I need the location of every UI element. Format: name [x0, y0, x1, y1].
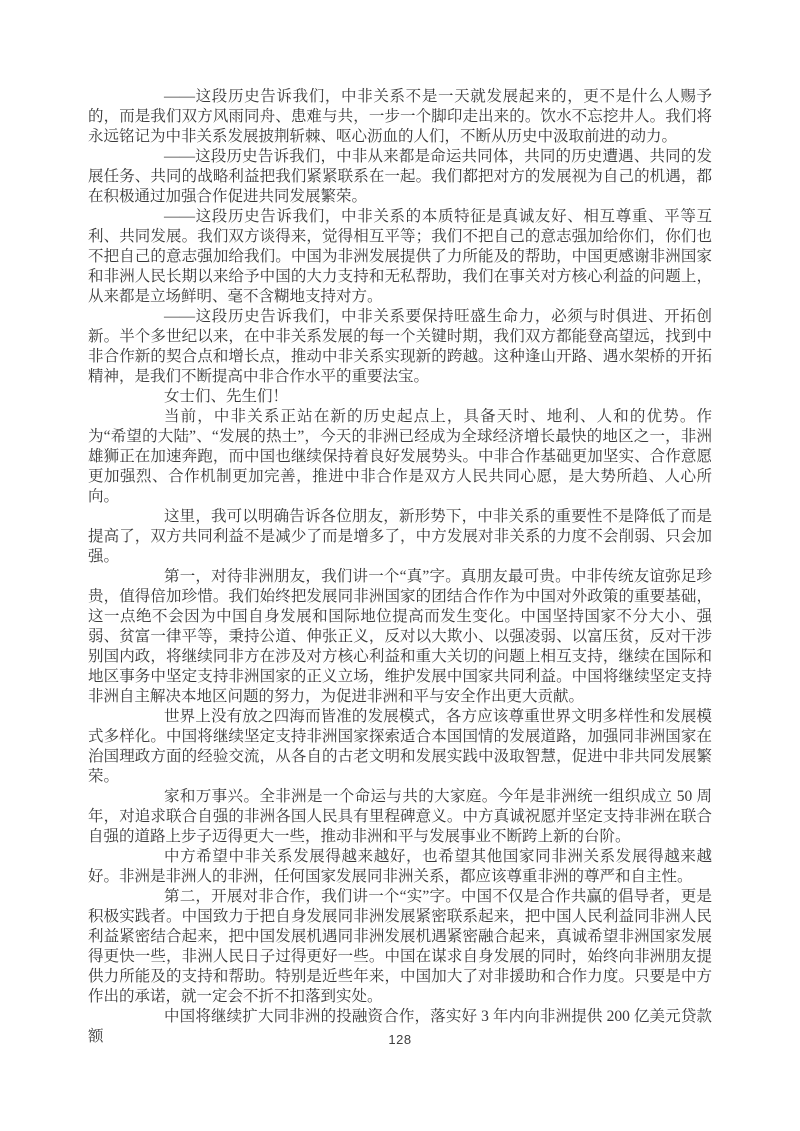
paragraph: ——这段历史告诉我们，中非关系不是一天就发展起来的，更不是什么人赐予的，而是我们双方风雨同舟、患难与共，一步一个脚印走出来的。饮水不忘挖井人。我们将永远铭记为中非关系发展披荆斩棘、呕心沥血的人们，不断从历史中汲取前进的动力。 [88, 88, 712, 145]
paragraph: 第二，开展对非合作，我们讲一个“实”字。中国不仅是合作共赢的倡导者，更是积极实践者。中国致力于把自身发展同非洲发展紧密联系起来，把中国人民利益同非洲人民利益紧密结合起来，把中国发展机遇同非洲发展机遇紧密融合起来，真诚希望非洲国家发展得更快一些，非洲人民日子过得更好一些。中国在谋求自身发展的同时，始终向非洲朋友提供力所能及的支持和帮助。特别是近些年来，中国加大了对非援助和合作力度。只要是中方作出的承诺，就一定会不折不扣落到实处。 [88, 888, 712, 1005]
paragraph: 第一，对待非洲朋友，我们讲一个“真”字。真朋友最可贵。中非传统友谊弥足珍贵，值得倍加珍惜。我们始终把发展同非洲国家的团结合作作为中国对外政策的重要基础，这一点绝不会因为中国自身发展和国际地位提高而发生变化。中国坚持国家不分大小、强弱、贫富一律平等，秉持公道、伸张正义，反对以大欺小、以强凌弱、以富压贫，反对干涉别国内政，将继续同非方在涉及对方核心利益和重大关切的问题上相互支持，继续在国际和地区事务中坚定支持非洲国家的正义立场，维护发展中国家共同利益。中国将继续坚定支持非洲自主解决本地区问题的努力，为促进非洲和平与安全作出更大贡献。 [88, 568, 712, 705]
page-text [88, 87, 712, 1047]
paragraph: ——这段历史告诉我们，中非关系的本质特征是真诚友好、相互尊重、平等互利、共同发展。我们双方谈得来，觉得相互平等；我们不把自己的意志强加给你们，你们也不把自己的意志强加给我们。中国为非洲发展提供了力所能及的帮助，中国更感谢非洲国家和非洲人民长期以来给予中国的大力支持和无私帮助，我们在事关对方核心利益的问题上，从来都是立场鲜明、毫不含糊地支持对方。 [88, 208, 712, 305]
salutation-line: 女士们、先生们！ [164, 388, 289, 405]
page-footer [0, 1031, 800, 1049]
paragraph: ——这段历史告诉我们，中非从来都是命运共同体，共同的历史遭遇、共同的发展任务、共同的战略利益把我们紧紧联系在一起。我们都把对方的发展视为自己的机遇，都在积极通过加强合作促进共同发展繁荣。 [88, 148, 712, 205]
paragraph: 当前，中非关系正站在新的历史起点上，具备天时、地利、人和的优势。作为“希望的大陆”、“发展的热土”，今天的非洲已经成为全球经济增长最快的地区之一，非洲雄狮正在加速奔跑，而中国也继续保持着良好发展势头。中非合作基础更加坚实、合作意愿更加强烈、合作机制更加完善，推进中非合作是双方人民共同心愿，是大势所趋、人心所向。 [88, 408, 712, 505]
page-number: 128 [388, 1032, 412, 1047]
paragraph: 家和万事兴。全非洲是一个命运与共的大家庭。今年是非洲统一组织成立 50 周年，对追求联合自强的非洲各国人民具有里程碑意义。中方真诚祝愿并坚定支持非洲在联合自强的道路上步子迈得更大一些，推动非洲和平与发展事业不断跨上新的台阶。 [88, 788, 712, 845]
paragraph: 中国将继续扩大同非洲的投融资合作，落实好 3 年内向非洲提供 200 亿美元贷款额 [88, 1008, 712, 1045]
paragraph: 世界上没有放之四海而皆准的发展模式，各方应该尊重世界文明多样性和发展模式多样化。中国将继续坚定支持非洲国家探索适合本国国情的发展道路，加强同非洲国家在治国理政方面的经验交流，从各自的古老文明和发展实践中汲取智慧，促进中非共同发展繁荣。 [88, 708, 712, 785]
paragraph: 中方希望中非关系发展得越来越好，也希望其他国家同非洲关系发展得越来越好。非洲是非洲人的非洲，任何国家发展同非洲关系，都应该尊重非洲的尊严和自主性。 [88, 848, 712, 885]
paragraph: ——这段历史告诉我们，中非关系要保持旺盛生命力，必须与时俱进、开拓创新。半个多世纪以来，在中非关系发展的每一个关键时期，我们双方都能登高望远，找到中非合作新的契合点和增长点，推动中非关系实现新的跨越。这种逢山开路、遇水架桥的开拓精神，是我们不断提高中非合作水平的重要法宝。 [88, 308, 712, 385]
paragraph: 这里，我可以明确告诉各位朋友，新形势下，中非关系的重要性不是降低了而是提高了，双方共同利益不是减少了而是增多了，中方发展对非关系的力度不会削弱、只会加强。 [88, 508, 712, 565]
